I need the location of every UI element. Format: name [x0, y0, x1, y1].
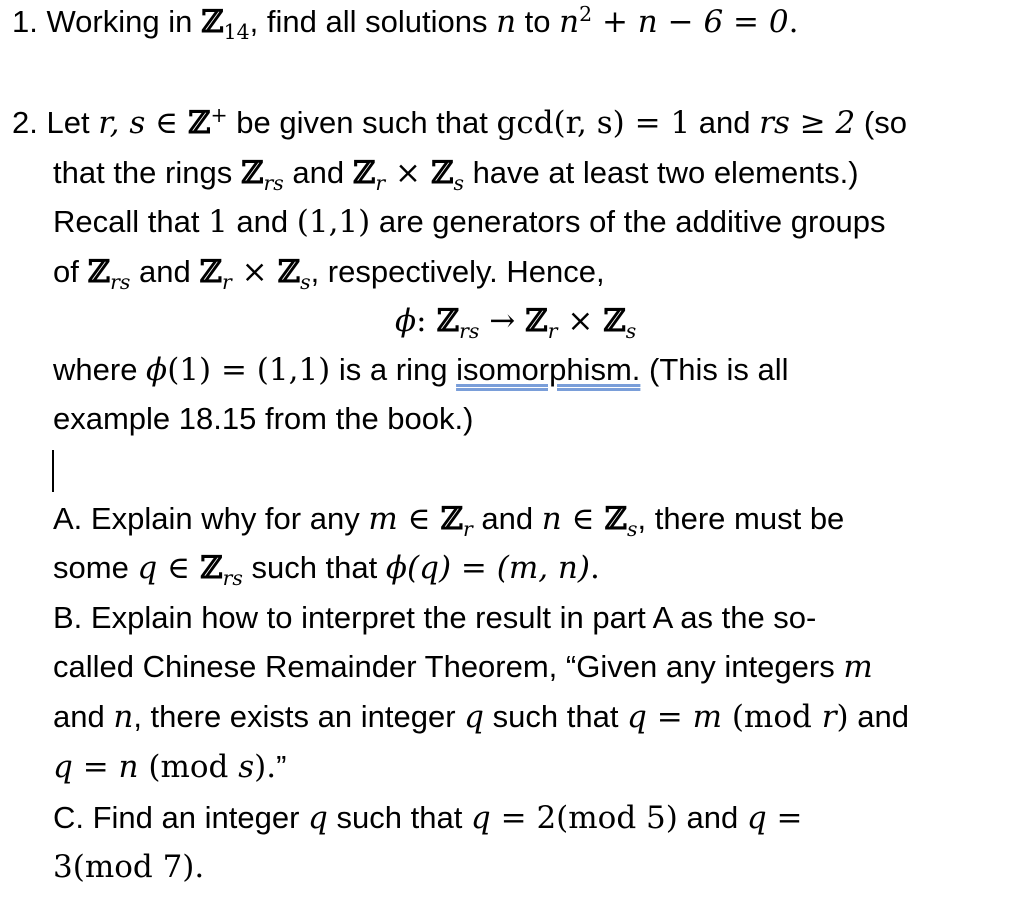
- period: .: [589, 550, 600, 586]
- ring-symbol: ℤ: [604, 501, 628, 537]
- mod-text: (mod: [721, 699, 822, 735]
- problem-2-line-3: [53, 203, 886, 241]
- phi-symbol: ϕ: [395, 303, 417, 339]
- text: be given such that: [227, 105, 497, 140]
- problem-2-line-2: [53, 154, 859, 196]
- ring-symbol: ℤ: [525, 303, 548, 339]
- paren: ): [836, 699, 849, 735]
- text: of: [53, 254, 88, 289]
- part-c-line-2: [53, 848, 204, 886]
- times-symbol: ×: [231, 254, 278, 290]
- part-b-line-4: [53, 748, 286, 786]
- mod-text: (mod: [138, 749, 239, 785]
- text: and: [53, 699, 114, 734]
- text: and: [690, 105, 760, 140]
- part-a-line-2: [53, 549, 600, 591]
- ring-symbol: ℤ: [352, 155, 376, 191]
- ring-subscript: s: [300, 270, 311, 295]
- text: are generators of the additive groups: [370, 204, 886, 239]
- text: is a ring: [330, 352, 457, 387]
- problem-1-text: Working in: [46, 4, 201, 39]
- math-vars: r, s: [98, 105, 146, 141]
- math-var: m: [368, 501, 398, 537]
- text: Explain how to interpret the result in part A as the so-: [82, 600, 817, 635]
- text: and: [848, 699, 909, 734]
- congruence: = 2(mod 5): [490, 800, 678, 836]
- text: such that: [242, 550, 386, 585]
- part-b-line-1: [53, 599, 816, 637]
- math-var: s: [238, 749, 255, 785]
- ring-subscript: rs: [459, 319, 480, 344]
- colon: :: [416, 303, 437, 339]
- problem-2-number: 2.: [12, 105, 38, 140]
- text: such that: [327, 800, 471, 835]
- text: Explain why for any: [82, 501, 369, 536]
- ring-symbol: ℤ: [430, 155, 454, 191]
- text: that the rings: [53, 155, 241, 190]
- math-var: n: [559, 4, 580, 40]
- equation: + n − 6 = 0: [592, 4, 789, 40]
- equation: q = n: [53, 749, 139, 785]
- arrow-symbol: →: [479, 303, 526, 339]
- ring-subscript: r: [463, 517, 473, 542]
- text: Let: [46, 105, 99, 140]
- math-var: q: [464, 699, 485, 735]
- problem-1-text: to: [516, 4, 560, 39]
- text: , there exists an integer: [133, 699, 465, 734]
- text: , respectively. Hence,: [310, 254, 605, 289]
- ring-symbol: ℤ: [440, 501, 464, 537]
- congruence: 3(mod 7).: [53, 849, 205, 885]
- text: some: [53, 550, 138, 585]
- equation: (1) = (1,1): [167, 352, 331, 388]
- ring-subscript: r: [221, 270, 232, 295]
- math-var: q: [470, 800, 491, 836]
- part-a-line-1: [53, 500, 845, 542]
- text: and: [227, 204, 297, 239]
- math-symbol: ∈: [561, 501, 605, 537]
- problem-2-line-6: [53, 351, 789, 389]
- ring-subscript: r: [375, 171, 386, 196]
- math-var: r: [821, 699, 837, 735]
- ring-symbol: ℤ: [436, 303, 460, 339]
- text: and: [472, 501, 542, 536]
- math-symbol: ∈: [145, 105, 188, 141]
- ring-subscript: 14: [223, 20, 250, 45]
- text: have at least two elements.): [463, 155, 859, 190]
- math-var: m: [843, 649, 873, 685]
- ring-subscript: s: [625, 319, 637, 344]
- ring-subscript: rs: [263, 171, 284, 196]
- part-c-label: C.: [53, 800, 84, 835]
- problem-1-text: , find all solutions: [249, 4, 497, 39]
- math-var: q: [308, 800, 328, 836]
- equation: q = m: [627, 699, 722, 735]
- ring-symbol: ℤ: [199, 550, 223, 586]
- text: example 18.15 from the book.): [53, 401, 474, 436]
- math-var: n: [496, 4, 517, 40]
- ring-subscript: rs: [222, 566, 243, 591]
- text: and: [283, 155, 353, 190]
- text: (This is all: [640, 352, 789, 387]
- math-pair: (1,1): [296, 204, 371, 240]
- problem-2-line-1: [12, 104, 907, 142]
- text: called Chinese Remainder Theorem, “Given any integers: [53, 649, 844, 684]
- math-var: n: [541, 501, 562, 537]
- paren: ).: [254, 749, 277, 785]
- isomorphism-map: [395, 302, 637, 344]
- part-c-line-1: [53, 799, 803, 837]
- part-a-label: A.: [53, 501, 83, 536]
- closing-quote: ”: [276, 749, 287, 784]
- text: and: [677, 800, 747, 835]
- times-symbol: ×: [385, 155, 431, 191]
- problem-1-line: [12, 1, 799, 45]
- exponent: 2: [579, 1, 593, 26]
- period: .: [788, 4, 799, 40]
- math-symbol: ∈: [397, 501, 441, 537]
- math-var: q: [137, 550, 158, 586]
- ring-subscript: r: [547, 319, 558, 344]
- inequality: rs ≥ 2: [759, 105, 856, 141]
- times-symbol: ×: [557, 303, 604, 339]
- phi-symbol: ϕ: [146, 352, 168, 388]
- ring-symbol: ℤ: [603, 303, 626, 339]
- text: such that: [484, 699, 628, 734]
- ring-symbol: ℤ: [200, 4, 224, 40]
- text: Recall that: [53, 204, 209, 239]
- integers-symbol: ℤ: [187, 105, 211, 141]
- text: and: [130, 254, 200, 289]
- problem-2-line-4: [53, 253, 605, 295]
- text: Find an integer: [84, 800, 309, 835]
- part-b-label: B.: [53, 600, 83, 635]
- ring-symbol: ℤ: [277, 254, 301, 290]
- ring-symbol: ℤ: [87, 254, 111, 290]
- text: , there must be: [637, 501, 845, 536]
- text-cursor: [52, 450, 54, 492]
- text: where: [53, 352, 147, 387]
- gcd-expression: gcd(r, s) = 1: [496, 105, 691, 141]
- part-b-line-3: [53, 698, 909, 736]
- ring-subscript: s: [627, 517, 638, 542]
- problem-1-number: 1.: [12, 4, 38, 39]
- equation: ϕ(q) = (m, n): [385, 550, 590, 586]
- ring-symbol: ℤ: [240, 155, 264, 191]
- ring-symbol: ℤ: [199, 254, 222, 290]
- equals-symbol: =: [766, 800, 803, 836]
- text: (so: [855, 105, 907, 140]
- math-var: q: [746, 800, 767, 836]
- math-symbol: ∈: [157, 550, 200, 586]
- spellcheck-flagged-word[interactable]: isomorphism.: [456, 352, 641, 387]
- ring-subscript: rs: [110, 270, 131, 295]
- superscript: +: [210, 102, 228, 127]
- math-var: n: [113, 699, 134, 735]
- problem-2-line-7: [53, 400, 473, 438]
- ring-subscript: s: [453, 171, 464, 196]
- part-b-line-2: [53, 648, 873, 686]
- math-number: 1: [208, 204, 228, 240]
